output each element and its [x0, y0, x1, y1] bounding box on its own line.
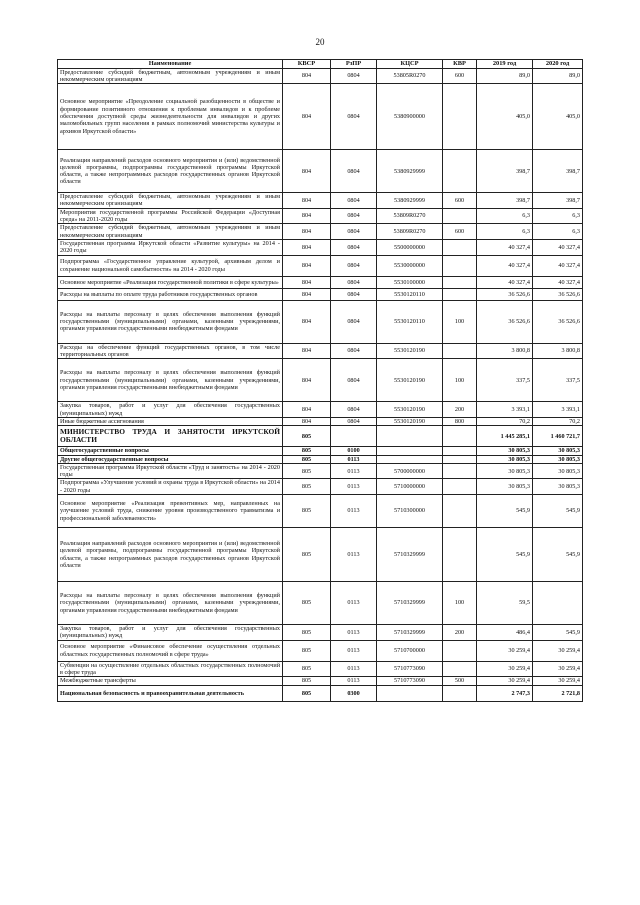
row-kvsr: 805: [283, 528, 331, 582]
row-kvr: [443, 447, 477, 455]
row-kvr: 200: [443, 402, 477, 418]
row-kvsr: 805: [283, 463, 331, 479]
row-kcsr: 5710773090: [377, 661, 443, 677]
budget-table: [57, 59, 583, 702]
row-name: Основное мероприятие «Реализация превентивных мер, направленных на улучшение условий труда, снижение уровня производственного травматизма и профессиональной заболеваемости»: [58, 495, 283, 528]
row-kcsr: 53809R0270: [377, 208, 443, 224]
header-kvr: КВР: [443, 60, 477, 69]
row-kvr: 600: [443, 193, 477, 209]
row-amount-2019: 59,5: [477, 582, 533, 625]
row-amount-2020: 70,2: [533, 417, 583, 425]
row-kcsr: 5530120190: [377, 402, 443, 418]
row-amount-2019: 30 805,3: [477, 447, 533, 455]
row-kvr: [443, 288, 477, 300]
row-name: Мероприятия государственной программы Российской Федерации «Доступная среда» на 2011-2020 годы: [58, 208, 283, 224]
row-amount-2019: 6,3: [477, 208, 533, 224]
row-rzpr: 0804: [331, 68, 377, 84]
row-kvsr: 804: [283, 208, 331, 224]
row-rzpr: 0113: [331, 495, 377, 528]
table-row: [58, 661, 583, 677]
row-kcsr: [377, 426, 443, 447]
row-name: Предоставление субсидий бюджетным, автономным учреждениям и иным некоммерческим организациям: [58, 68, 283, 84]
table-row: [58, 479, 583, 495]
row-amount-2019: 36 526,6: [477, 288, 533, 300]
row-amount-2019: 545,9: [477, 495, 533, 528]
header-2020: 2020 год: [533, 60, 583, 69]
row-kvsr: 805: [283, 685, 331, 701]
row-kvsr: 805: [283, 479, 331, 495]
table-row: [58, 224, 583, 240]
row-kvr: [443, 479, 477, 495]
row-amount-2019: 1 445 285,1: [477, 426, 533, 447]
row-name: Другие общегосударственные вопросы: [58, 455, 283, 463]
table-row: [58, 359, 583, 402]
row-kvr: [443, 455, 477, 463]
row-rzpr: 0804: [331, 276, 377, 288]
row-rzpr: 0804: [331, 343, 377, 359]
row-name: Предоставление субсидий бюджетным, автономным учреждениям и иным некоммерческим организациям: [58, 224, 283, 240]
row-amount-2020: 40 327,4: [533, 240, 583, 256]
row-name: Расходы на выплаты персоналу в целях обеспечения выполнения функций государственными (муниципальными) органами, казенными учреждениями, органами управления государственными внебюджетными фондами: [58, 359, 283, 402]
row-kvsr: 805: [283, 447, 331, 455]
row-rzpr: 0804: [331, 255, 377, 276]
row-name: Расходы на обеспечение функций государственных органов, в том числе территориальных органов: [58, 343, 283, 359]
row-kcsr: 5710300000: [377, 495, 443, 528]
row-rzpr: [331, 426, 377, 447]
row-amount-2020: 30 259,4: [533, 661, 583, 677]
table-row: [58, 463, 583, 479]
row-kcsr: 5530100000: [377, 276, 443, 288]
row-kvsr: 805: [283, 455, 331, 463]
row-kcsr: 53809R0270: [377, 224, 443, 240]
row-kvr: [443, 495, 477, 528]
table-row: [58, 276, 583, 288]
row-rzpr: 0113: [331, 479, 377, 495]
row-kvsr: 804: [283, 402, 331, 418]
row-amount-2019: 30 805,3: [477, 479, 533, 495]
row-kvr: 100: [443, 359, 477, 402]
row-amount-2020: 30 805,3: [533, 447, 583, 455]
row-rzpr: 0804: [331, 84, 377, 150]
table-row: [58, 208, 583, 224]
table-row: [58, 343, 583, 359]
row-kvsr: 805: [283, 625, 331, 641]
row-kvr: 100: [443, 300, 477, 343]
row-name: Субвенции на осуществление отдельных областных государственных полномочий в сфере труда: [58, 661, 283, 677]
table-row: [58, 402, 583, 418]
row-kvsr: 805: [283, 677, 331, 685]
row-rzpr: 0300: [331, 685, 377, 701]
row-amount-2020: 30 805,3: [533, 455, 583, 463]
row-kcsr: [377, 685, 443, 701]
row-kvr: [443, 240, 477, 256]
table-row: [58, 288, 583, 300]
row-amount-2019: 30 805,3: [477, 463, 533, 479]
row-name: Расходы на выплаты персоналу в целях обеспечения выполнения функций государственными (муниципальными) органами, казенными учреждениями, органами управления государственными внебюджетными фондами: [58, 300, 283, 343]
row-rzpr: 0804: [331, 240, 377, 256]
row-kcsr: [377, 455, 443, 463]
row-kcsr: 5710000000: [377, 479, 443, 495]
row-name: Основное мероприятие «Реализация государственной политики в сфере культуры»: [58, 276, 283, 288]
row-kvsr: 804: [283, 276, 331, 288]
row-amount-2020: 36 526,6: [533, 288, 583, 300]
row-rzpr: 0113: [331, 661, 377, 677]
row-rzpr: 0100: [331, 447, 377, 455]
table-row: [58, 677, 583, 685]
row-name: Государственная программа Иркутской области «Развитие культуры» на 2014 - 2020 годы: [58, 240, 283, 256]
row-name: Закупка товаров, работ и услуг для обеспечения государственных (муниципальных) нужд: [58, 402, 283, 418]
row-amount-2020: 6,3: [533, 208, 583, 224]
row-kvr: [443, 255, 477, 276]
row-amount-2019: 545,9: [477, 528, 533, 582]
row-amount-2019: 405,0: [477, 84, 533, 150]
table-row: [58, 255, 583, 276]
table-row: [58, 426, 583, 447]
row-name: Иные бюджетные ассигнования: [58, 417, 283, 425]
row-name: Реализация направлений расходов основного мероприятия и (или) ведомственной целевой программы, подпрограммы государственной программы Иркутской области, а также непрограммных расходов государственных органов Иркутской области: [58, 528, 283, 582]
row-amount-2020: 3 393,1: [533, 402, 583, 418]
row-amount-2020: 1 460 721,7: [533, 426, 583, 447]
row-kcsr: 5530000000: [377, 255, 443, 276]
row-kcsr: 5530120190: [377, 417, 443, 425]
row-amount-2020: 36 526,6: [533, 300, 583, 343]
row-amount-2020: 405,0: [533, 84, 583, 150]
table-row: [58, 240, 583, 256]
row-rzpr: 0804: [331, 359, 377, 402]
row-name: Основное мероприятие «Финансовое обеспечение осуществления отдельных областных государственных полномочий в сфере труда»: [58, 640, 283, 661]
row-rzpr: 0113: [331, 528, 377, 582]
row-amount-2019: 36 526,6: [477, 300, 533, 343]
row-amount-2020: 30 805,3: [533, 463, 583, 479]
row-name: Расходы на выплаты персоналу в целях обеспечения выполнения функций государственными (муниципальными) органами, казенными учреждениями, органами управления государственными внебюджетными фондами: [58, 582, 283, 625]
row-kvr: 600: [443, 224, 477, 240]
row-amount-2019: 337,5: [477, 359, 533, 402]
row-name: Национальная безопасность и правоохранительная деятельность: [58, 685, 283, 701]
row-name: Государственная программа Иркутской области «Труд и занятость» на 2014 - 2020 годы: [58, 463, 283, 479]
header-kvsr: КВСР: [283, 60, 331, 69]
table-row: [58, 84, 583, 150]
row-name: Основное мероприятие «Преодоление социальной разобщенности в обществе и формирование позитивного отношения к проблемам инвалидов и к проблеме обеспечения доступной среды жизнедеятельности для инвалидов и других маломобильных групп населения в рамках полномочий министерства культуры и архивов Иркутской области»: [58, 84, 283, 150]
table-row: [58, 582, 583, 625]
row-name: Предоставление субсидий бюджетным, автономным учреждениям и иным некоммерческим организациям: [58, 193, 283, 209]
row-rzpr: 0804: [331, 208, 377, 224]
row-amount-2020: 30 805,3: [533, 479, 583, 495]
row-name: Закупка товаров, работ и услуг для обеспечения государственных (муниципальных) нужд: [58, 625, 283, 641]
row-amount-2019: 40 327,4: [477, 255, 533, 276]
row-kvr: [443, 150, 477, 193]
row-rzpr: 0113: [331, 625, 377, 641]
row-kcsr: 5710700000: [377, 640, 443, 661]
row-kcsr: 5530120190: [377, 359, 443, 402]
row-kcsr: 5710329999: [377, 582, 443, 625]
header-kcsr: КЦСР: [377, 60, 443, 69]
row-kvr: [443, 343, 477, 359]
page-number: 20: [315, 37, 325, 47]
row-kcsr: 5500000000: [377, 240, 443, 256]
row-rzpr: 0804: [331, 193, 377, 209]
row-kvsr: 804: [283, 300, 331, 343]
row-kvr: 200: [443, 625, 477, 641]
row-kvsr: 804: [283, 150, 331, 193]
row-kcsr: 5530120110: [377, 300, 443, 343]
row-amount-2020: 545,9: [533, 625, 583, 641]
row-kvsr: 805: [283, 426, 331, 447]
table-row: [58, 495, 583, 528]
row-name: Подпрограмма «Улучшение условий и охраны труда в Иркутской области» на 2014 - 2020 годы: [58, 479, 283, 495]
row-kvsr: 805: [283, 582, 331, 625]
row-amount-2020: 89,0: [533, 68, 583, 84]
row-kvr: 800: [443, 417, 477, 425]
row-name: МИНИСТЕРСТВО ТРУДА И ЗАНЯТОСТИ ИРКУТСКОЙ ОБЛАСТИ: [58, 426, 283, 447]
row-kvr: [443, 208, 477, 224]
table-row: [58, 68, 583, 84]
table-row: [58, 300, 583, 343]
row-kcsr: 5700000000: [377, 463, 443, 479]
row-amount-2020: [533, 582, 583, 625]
row-kvr: [443, 685, 477, 701]
row-kvr: [443, 661, 477, 677]
row-kvr: 600: [443, 68, 477, 84]
row-kcsr: 53805R0270: [377, 68, 443, 84]
table-body: [58, 68, 583, 701]
row-rzpr: 0804: [331, 224, 377, 240]
table-row: [58, 528, 583, 582]
row-kcsr: 5710329999: [377, 528, 443, 582]
row-rzpr: 0113: [331, 463, 377, 479]
row-amount-2019: 40 327,4: [477, 240, 533, 256]
table-row: [58, 455, 583, 463]
row-rzpr: 0113: [331, 455, 377, 463]
header-name: Наименование: [58, 60, 283, 69]
row-rzpr: 0804: [331, 300, 377, 343]
row-kvsr: 804: [283, 193, 331, 209]
row-rzpr: 0113: [331, 677, 377, 685]
row-kvsr: 805: [283, 495, 331, 528]
row-kcsr: 5710329999: [377, 625, 443, 641]
row-amount-2019: 40 327,4: [477, 276, 533, 288]
row-rzpr: 0804: [331, 402, 377, 418]
table-header-row: [58, 60, 583, 69]
row-rzpr: 0804: [331, 150, 377, 193]
row-kvsr: 804: [283, 84, 331, 150]
row-kvsr: 804: [283, 224, 331, 240]
row-amount-2020: 545,9: [533, 528, 583, 582]
row-amount-2019: 398,7: [477, 150, 533, 193]
row-rzpr: 0804: [331, 288, 377, 300]
row-rzpr: 0113: [331, 640, 377, 661]
row-amount-2019: 3 800,8: [477, 343, 533, 359]
row-kvsr: 804: [283, 288, 331, 300]
row-amount-2020: 3 800,8: [533, 343, 583, 359]
row-kvr: [443, 463, 477, 479]
row-kvr: [443, 640, 477, 661]
table-row: [58, 625, 583, 641]
row-kvsr: 804: [283, 343, 331, 359]
row-amount-2019: 3 393,1: [477, 402, 533, 418]
row-name: Расходы на выплаты по оплате труда работников государственных органов: [58, 288, 283, 300]
table-row: [58, 193, 583, 209]
row-amount-2020: 30 259,4: [533, 640, 583, 661]
row-kvsr: 805: [283, 640, 331, 661]
table-row: [58, 150, 583, 193]
table-row: [58, 447, 583, 455]
row-kvr: [443, 276, 477, 288]
row-name: Подпрограмма «Государственное управление культурой, архивным делом и сохранение национальной самобытности» на 2014 - 2020 годы: [58, 255, 283, 276]
header-2019: 2019 год: [477, 60, 533, 69]
row-kcsr: 5710773090: [377, 677, 443, 685]
row-amount-2020: 398,7: [533, 150, 583, 193]
row-kcsr: 5380929999: [377, 150, 443, 193]
row-amount-2019: 30 259,4: [477, 677, 533, 685]
row-name: Общегосударственные вопросы: [58, 447, 283, 455]
header-rzpr: РзПР: [331, 60, 377, 69]
row-kvsr: 804: [283, 255, 331, 276]
row-amount-2020: 40 327,4: [533, 276, 583, 288]
row-kvr: [443, 528, 477, 582]
row-kcsr: 5380900000: [377, 84, 443, 150]
row-kcsr: [377, 447, 443, 455]
row-amount-2019: 398,7: [477, 193, 533, 209]
row-kvr: 100: [443, 582, 477, 625]
table-row: [58, 685, 583, 701]
row-name: Межбюджетные трансферты: [58, 677, 283, 685]
row-kvr: [443, 426, 477, 447]
row-amount-2019: 2 747,3: [477, 685, 533, 701]
row-amount-2020: 398,7: [533, 193, 583, 209]
table-row: [58, 640, 583, 661]
row-kcsr: 5380929999: [377, 193, 443, 209]
row-amount-2020: 2 721,8: [533, 685, 583, 701]
row-name: Реализация направлений расходов основного мероприятия и (или) ведомственной целевой программы, подпрограммы государственной программы Иркутской области, а также непрограммных расходов государственных органов Иркутской области: [58, 150, 283, 193]
row-amount-2019: 30 259,4: [477, 661, 533, 677]
row-kcsr: 5530120110: [377, 288, 443, 300]
row-kcsr: 5530120190: [377, 343, 443, 359]
row-kvsr: 804: [283, 417, 331, 425]
row-kvr: 500: [443, 677, 477, 685]
row-rzpr: 0113: [331, 582, 377, 625]
table-row: [58, 417, 583, 425]
row-amount-2019: 30 805,3: [477, 455, 533, 463]
row-amount-2019: 89,0: [477, 68, 533, 84]
row-kvsr: 805: [283, 661, 331, 677]
row-amount-2019: 30 259,4: [477, 640, 533, 661]
row-kvsr: 804: [283, 359, 331, 402]
row-rzpr: 0804: [331, 417, 377, 425]
row-amount-2020: 337,5: [533, 359, 583, 402]
row-amount-2020: 40 327,4: [533, 255, 583, 276]
row-amount-2019: 70,2: [477, 417, 533, 425]
row-amount-2020: 6,3: [533, 224, 583, 240]
row-amount-2020: 545,9: [533, 495, 583, 528]
row-kvr: [443, 84, 477, 150]
row-amount-2019: 486,4: [477, 625, 533, 641]
row-kvsr: 804: [283, 240, 331, 256]
row-amount-2020: 30 259,4: [533, 677, 583, 685]
row-kvsr: 804: [283, 68, 331, 84]
row-amount-2019: 6,3: [477, 224, 533, 240]
